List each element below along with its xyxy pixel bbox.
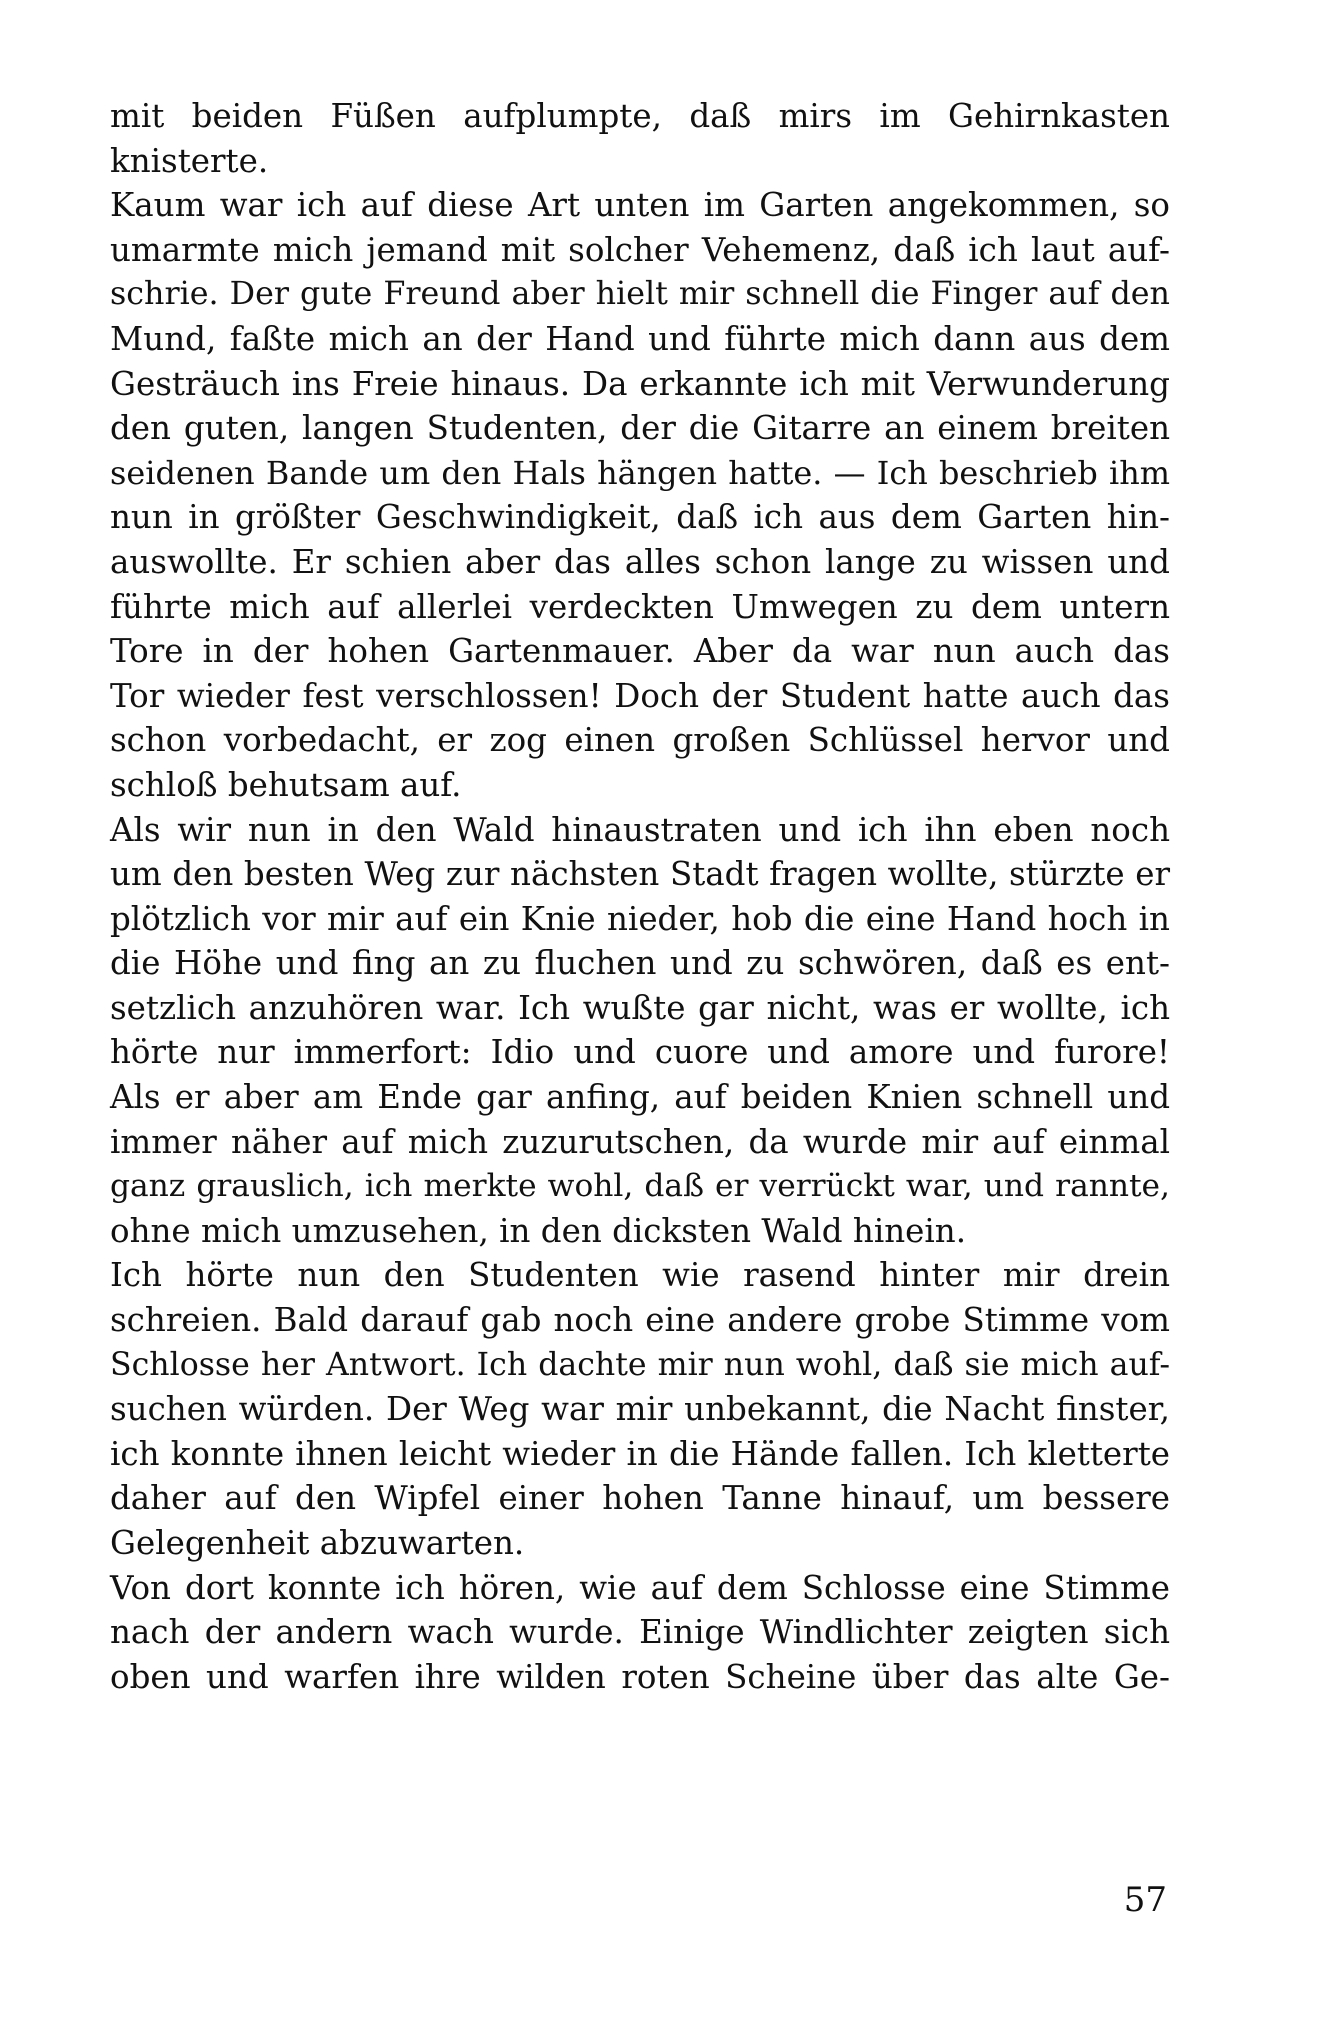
text-line: Ich hörte nun den Studenten wie rasend hinter mir drein [110, 1256, 1170, 1295]
text-line: Tor wieder fest verschlossen! Doch der Student hatte auch das [110, 676, 1170, 715]
text-line: Kaum war ich auf diese Art unten im Garten angekommen, so [110, 186, 1170, 225]
text-line: ohne mich umzusehen, in den dicksten Wald hinein. [110, 1211, 967, 1250]
text-line: auswollte. Er schien aber das alles schon lange zu wissen und [110, 542, 1170, 581]
text-line: führte mich auf allerlei verdeckten Umwegen zu dem untern [110, 587, 1170, 626]
text-line: schon vorbedacht, er zog einen großen Schlüssel hervor und [110, 721, 1170, 760]
text-line: Tore in der hohen Gartenmauer. Aber da war nun auch das [110, 632, 1170, 671]
text-line: Mund, faßte mich an der Hand und führte mich dann aus dem [110, 319, 1170, 358]
text-line: Schlosse her Antwort. Ich dachte mir nun wohl, daß sie mich auf- [110, 1346, 1170, 1383]
text-line: mit beiden Füßen aufplumpte, daß mirs im Gehirnkasten [110, 97, 1170, 135]
text-line: setzlich anzuhören war. Ich wußte gar nicht, was er wollte, ich [110, 988, 1170, 1027]
text-line: die Höhe und fing an zu fluchen und zu schwören, daß es ent- [110, 944, 1170, 983]
text-line: Gesträuch ins Freie hinaus. Da erkannte ich mit Verwunderung [110, 364, 1170, 403]
page-number: 57 [1123, 1880, 1167, 1920]
text-line: schreien. Bald darauf gab noch eine andere grobe Stimme vom [110, 1301, 1170, 1340]
text-line: Von dort konnte ich hören, wie auf dem Schlosse eine Stimme [110, 1568, 1170, 1607]
text-line: schrie. Der gute Freund aber hielt mir schnell die Finger auf den [110, 276, 1170, 313]
text-line: suchen würden. Der Weg war mir unbekannt, die Nacht finster, [110, 1390, 1170, 1429]
text-line: umarmte mich jemand mit solcher Vehemenz, daß ich laut auf- [110, 230, 1170, 269]
text-line: seidenen Bande um den Hals hängen hatte. — Ich beschrieb ihm [110, 453, 1170, 492]
text-line: oben und warfen ihre wilden roten Scheine über das alte Ge- [110, 1657, 1170, 1696]
text-line: nun in größter Geschwindigkeit, daß ich aus dem Garten hin- [110, 498, 1170, 537]
text-line: knisterte. [110, 141, 269, 180]
text-line: Als wir nun in den Wald hinaustraten und ich ihn eben noch [110, 810, 1170, 849]
text-line: den guten, langen Studenten, der die Gitarre an einem breiten [110, 409, 1170, 448]
text-line: schloß behutsam auf. [110, 765, 462, 804]
text-line: um den besten Weg zur nächsten Stadt fragen wollte, stürzte er [110, 855, 1170, 894]
text-line: nach der andern wach wurde. Einige Windlichter zeigten sich [110, 1613, 1170, 1652]
text-line: immer näher auf mich zuzurutschen, da wurde mir auf einmal [110, 1122, 1170, 1161]
text-line: ich konnte ihnen leicht wieder in die Hände fallen. Ich kletterte [110, 1434, 1170, 1473]
text-line: Als er aber am Ende gar anfing, auf beiden Knien schnell und [110, 1078, 1170, 1117]
text-line: ganz grauslich, ich merkte wohl, daß er verrückt war, und rannte, [110, 1168, 1170, 1205]
text-line: hörte nur immerfort: Idio und cuore und amore und furore! [110, 1033, 1170, 1072]
text-line: Gelegenheit abzuwarten. [110, 1524, 525, 1562]
text-line: daher auf den Wipfel einer hohen Tanne hinauf, um bessere [110, 1479, 1170, 1518]
text-line: plötzlich vor mir auf ein Knie nieder, hob die eine Hand hoch in [110, 899, 1170, 938]
body-text [110, 94, 1170, 1699]
